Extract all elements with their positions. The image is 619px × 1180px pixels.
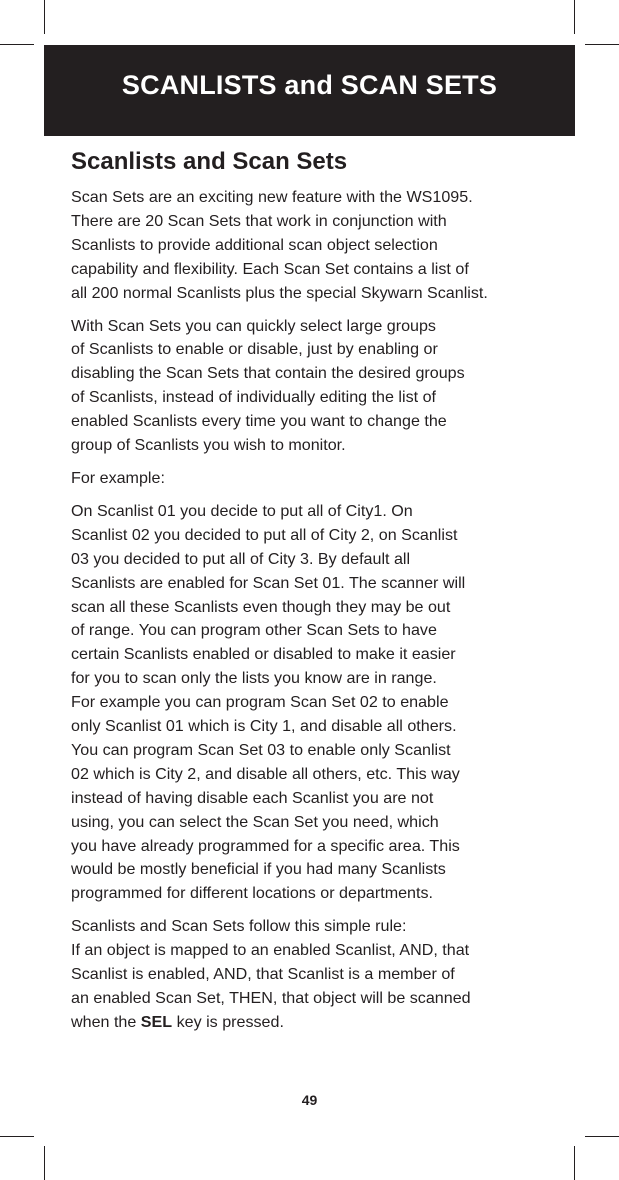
- scan-sets-paragraph: With Scan Sets you can quickly select large groups of Scanlists to enable or disable, just by enabling or disabling the Scan Sets that contain the desired groups of Scanlists, instead of individually editing the list of enabled Scanlists every time you want to change the group of Scanlists you wish to monitor.: [71, 316, 465, 455]
- rule-text: Scanlists and Scan Sets follow this simple rule: If an object is mapped to an enabled Scanlist, AND, that Scanlist is enabled, AND, that Scanlist is a member of an enabled Scan Set, THEN, that object will be scanned when the: [71, 917, 471, 1031]
- page-number: 49: [301, 1092, 318, 1108]
- crop-mark: [585, 44, 619, 45]
- crop-mark: [574, 0, 575, 34]
- section-heading: Scanlists and Scan Sets: [71, 148, 348, 175]
- rule-text-end: key is pressed.: [172, 1012, 284, 1031]
- crop-mark: [585, 1136, 619, 1137]
- intro-paragraph: Scan Sets are an exciting new feature with the WS1095. There are 20 Scan Sets that work in conjunction with Scanlists to provide additional scan object selection capability and flexibility. Each Scan Set contains a list of all 200 normal Scanlists plus the special Skywarn Scanlist.: [71, 188, 488, 302]
- crop-mark: [44, 1146, 45, 1180]
- crop-mark: [0, 1136, 34, 1137]
- page-content: [71, 148, 561, 1035]
- sel-key-label: SEL: [140, 1012, 173, 1031]
- example-paragraph: On Scanlist 01 you decide to put all of City1. On Scanlist 02 you decided to put all of City 2, on Scanlist 03 you decided to put all of City 3. By default all Scanlists are enabled for Scan Set 01. The scanner will scan all these Scanlists even though they may be out of range. You can program other Scan Sets to have certain Scanlists enabled or disabled to make it easier for you to scan only the lists you know are in range. For example you can program Scan Set 02 to enable only Scanlist 01 which is City 1, and disable all others. You can program Scan Set 03 to enable only Scanlist 02 which is City 2, and disable all others, etc. This way instead of having disable each Scanlist you are not using, you can select the Scan Set you need, which you have already programmed for a specific area. This would be mostly beneficial if you had many Scanlists programmed for different locations or departments.: [71, 501, 466, 903]
- example-label: For example:: [71, 468, 165, 487]
- chapter-title: SCANLISTS and SCAN SETS: [121, 70, 498, 100]
- crop-mark: [0, 44, 34, 45]
- chapter-banner: [44, 45, 575, 136]
- rule-paragraph: [71, 915, 561, 1035]
- crop-mark: [574, 1146, 575, 1180]
- crop-mark: [44, 0, 45, 34]
